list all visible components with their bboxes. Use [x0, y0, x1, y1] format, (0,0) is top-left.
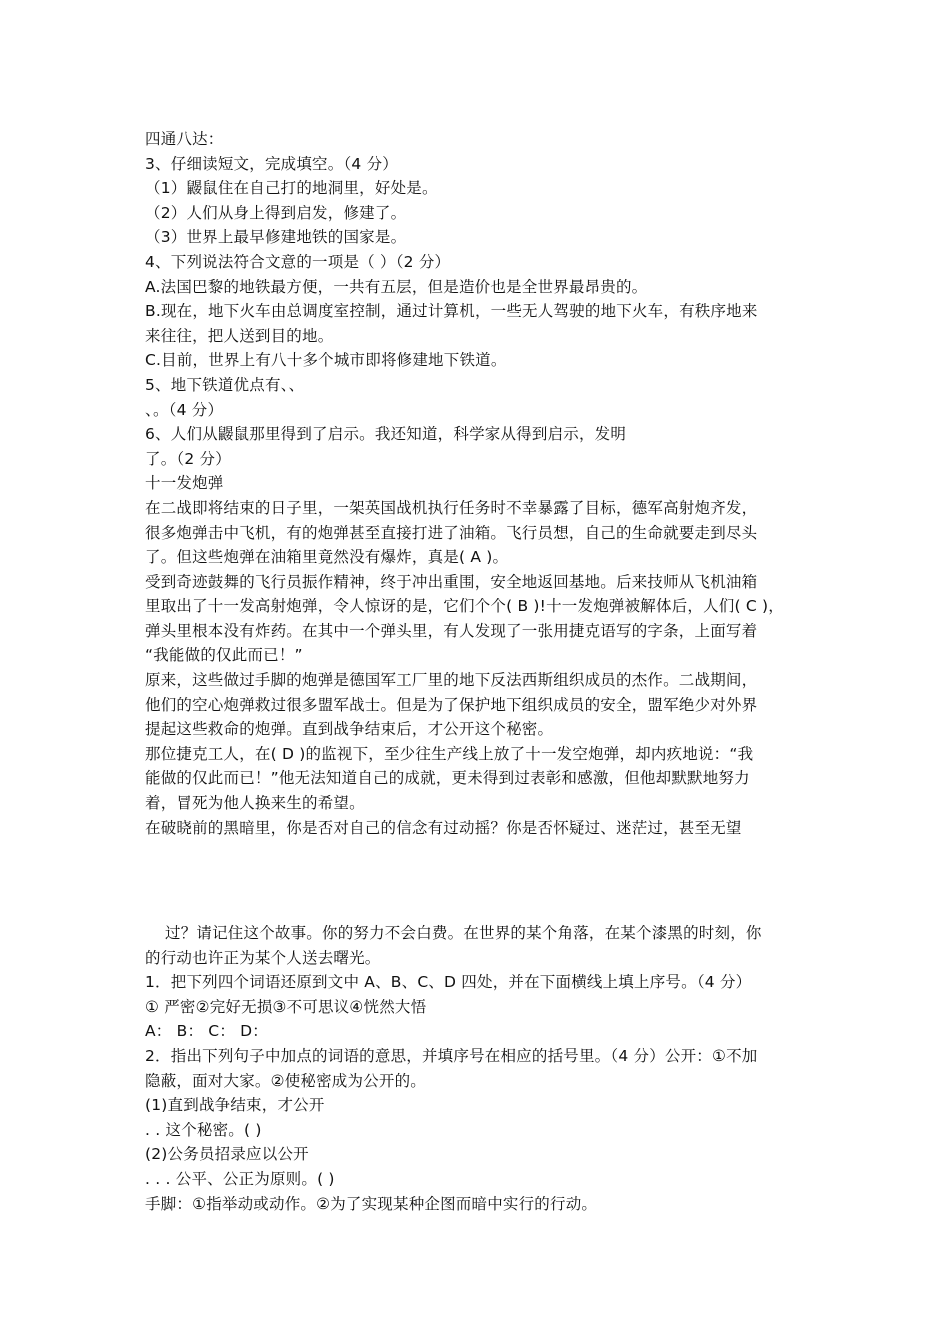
- text-line: 那位捷克工人，在( D )的监视下，至少往生产线上放了十一发空炮弹，却内疚地说：“我: [145, 744, 754, 763]
- text-line: A.法国巴黎的地铁最方便，一共有五层，但是造价也是全世界最昂贵的。: [145, 277, 648, 296]
- text-line: 四通八达：: [145, 130, 224, 148]
- text-line: 3、仔细读短文，完成填空。（4 分）: [145, 154, 399, 173]
- text-line: 里取出了十一发高射炮弹，令人惊讶的是，它们个个( B )!十一发炮弹被解体后，人们( C )，: [145, 597, 784, 616]
- text-line: 隐蔽，面对大家。②使秘密成为公开的。: [145, 1071, 426, 1090]
- word-options: ① 严密②完好无损③不可思议④恍然大悟: [145, 997, 427, 1016]
- text-block-bottom: [145, 921, 815, 1216]
- text-line: （3）世界上最早修建地铁的国家是。: [145, 228, 407, 247]
- text-line: 来往往，把人送到目的地。: [145, 326, 334, 345]
- text-line: 受到奇迹鼓舞的飞行员振作精神，终于冲出重围，安全地返回基地。后来技师从飞机油箱: [145, 572, 758, 591]
- text-line: 了。但这些炮弹在油箱里竟然没有爆炸，真是( A )。: [145, 548, 509, 567]
- text-line: 4、下列说法符合文意的一项是（ ）（2 分）: [145, 252, 451, 271]
- text-line: . . . 公平、公正为原则。( ): [145, 1169, 335, 1188]
- text-line: 过？请记住这个故事。你的努力不会白费。在世界的某个角落，在某个漆黑的时刻，你: [165, 924, 762, 942]
- section-title: 十一发炮弹: [145, 474, 224, 493]
- text-line: 能做的仅此而已！”他无法知道自己的成就，更未得到过表彰和感激，但他却默默地努力: [145, 769, 750, 788]
- text-line: . . 这个秘密。( ): [145, 1120, 262, 1139]
- text-line: “我能做的仅此而已！”: [145, 646, 303, 665]
- text-line: 提起这些救命的炮弹。直到战争结束后，才公开这个秘密。: [145, 720, 554, 739]
- text-line: 着，冒死为他人换来生的希望。: [145, 794, 365, 813]
- text-line: 手脚：①指举动或动作。②为了实现某种企图而暗中实行的行动。: [145, 1194, 598, 1213]
- text-line: B.现在，地下火车由总调度室控制，通过计算机，一些无人驾驶的地下火车，有秩序地来: [145, 302, 758, 321]
- text-line: 在二战即将结束的日子里，一架英国战机执行任务时不幸暴露了目标，德军高射炮齐发，: [145, 498, 758, 517]
- question-line: 1．把下列四个词语还原到文中 A、B、C、D 四处，并在下面横线上填上序号。（4 分）: [145, 973, 752, 992]
- text-block-top: [145, 127, 815, 840]
- text-line: 原来，这些做过手脚的炮弹是德国军工厂里的地下反法西斯组织成员的杰作。二战期间，: [145, 671, 758, 690]
- text-line: 了。（2 分）: [145, 449, 231, 468]
- text-line: (2)公务员招录应以公开: [145, 1145, 309, 1164]
- text-line: 、。（4 分）: [145, 400, 224, 419]
- text-line: (1)直到战争结束，才公开: [145, 1096, 325, 1115]
- answer-blanks: A： B： C： D：: [145, 1022, 268, 1041]
- question-line: 2．指出下列句子中加点的词语的意思，并填序号在相应的括号里。（4 分）公开：①不加: [145, 1046, 758, 1065]
- text-line: 他们的空心炮弹救过很多盟军战士。但是为了保护地下组织成员的安全，盟军绝少对外界: [145, 695, 758, 714]
- text-line: （2）人们从身上得到启发，修建了。: [145, 203, 407, 222]
- text-line: 6、人们从鼹鼠那里得到了启示。我还知道，科学家从得到启示，发明: [145, 425, 627, 444]
- text-line: 在破晓前的黑暗里，你是否对自己的信念有过动摇？你是否怀疑过、迷茫过，甚至无望: [145, 818, 742, 837]
- text-line: （1）鼹鼠住在自己打的地洞里，好处是。: [145, 179, 438, 198]
- text-line: 5、地下铁道优点有、、: [145, 375, 305, 394]
- text-line: 的行动也许正为某个人送去曙光。: [145, 948, 381, 967]
- text-line: 弹头里根本没有炸药。在其中一个弹头里，有人发现了一张用捷克语写的字条，上面写着: [145, 621, 758, 640]
- text-line: 很多炮弹击中飞机，有的炮弹甚至直接打进了油箱。飞行员想，自己的生命就要走到尽头: [145, 523, 758, 542]
- text-line: C.目前，世界上有八十多个城市即将修建地下铁道。: [145, 351, 507, 370]
